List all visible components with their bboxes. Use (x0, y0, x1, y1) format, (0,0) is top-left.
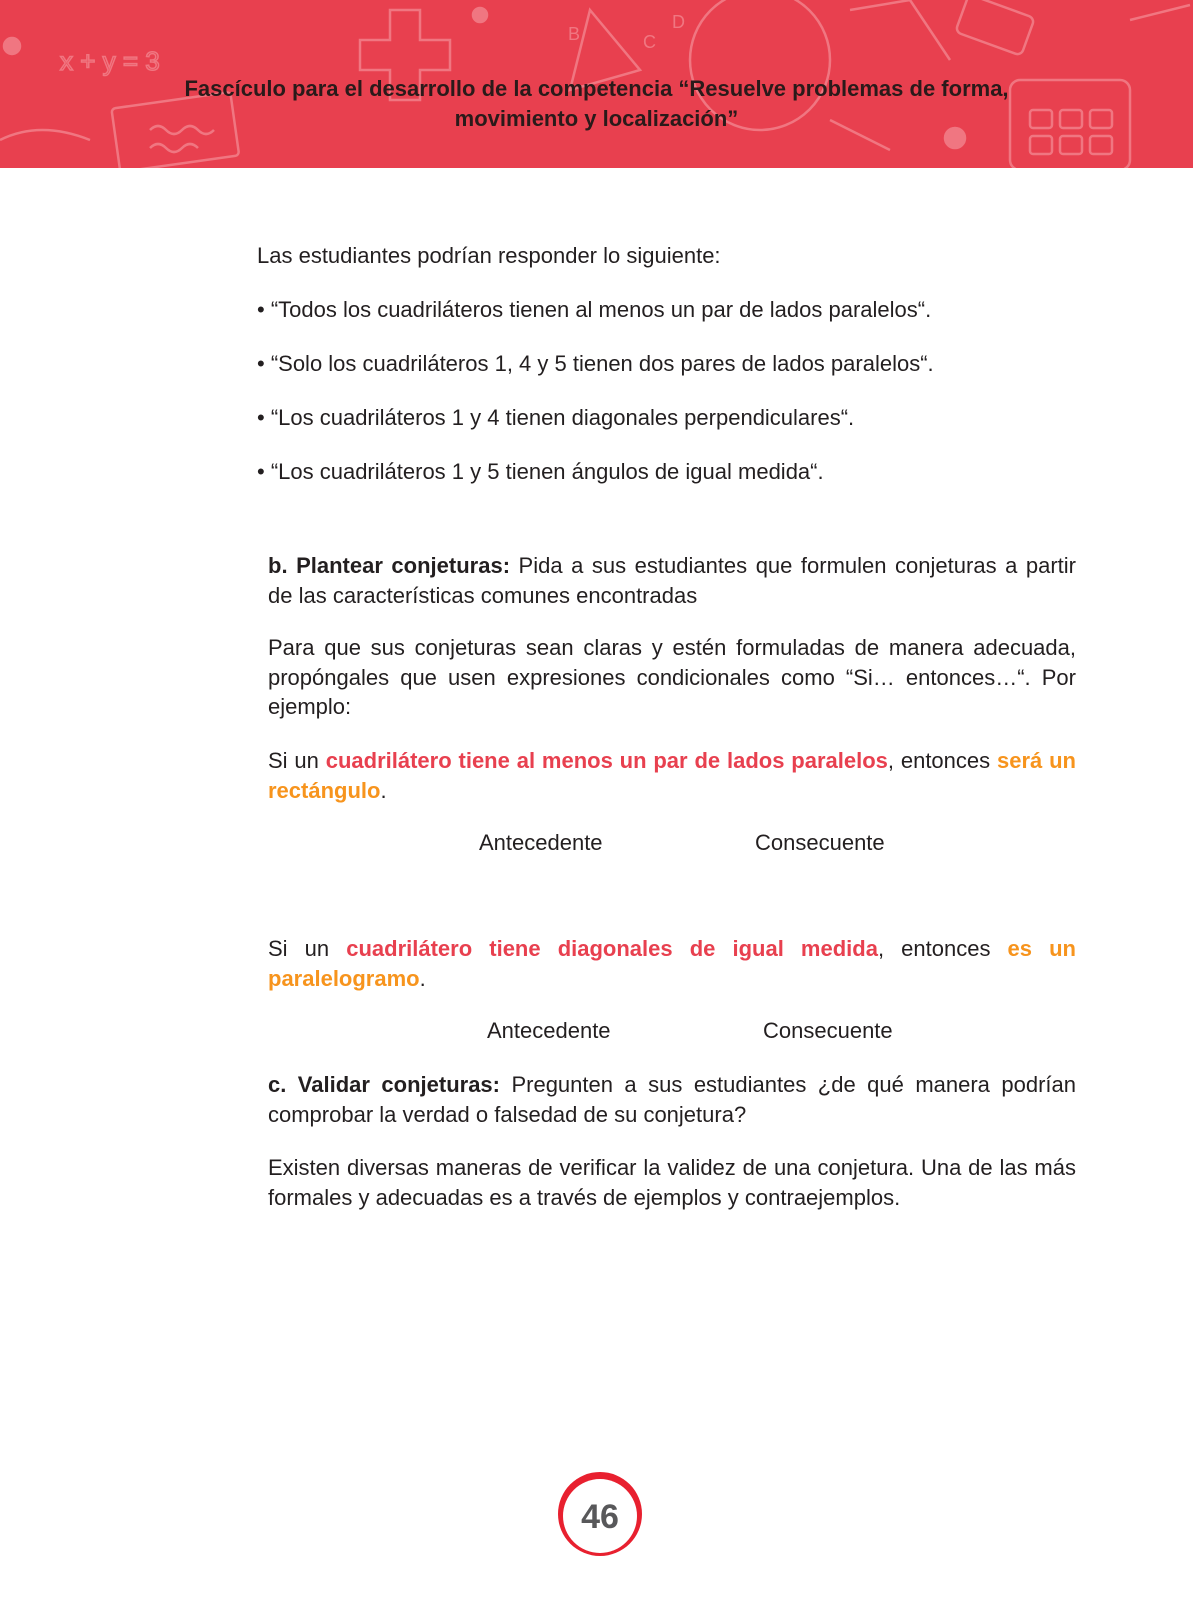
svg-text:D: D (672, 12, 685, 32)
section-c-heading: c. Validar conjeturas: (268, 1072, 500, 1097)
example-2-prefix: Si un (268, 936, 347, 961)
section-b-heading: b. Plantear conjeturas: (268, 553, 511, 578)
bullet-item-3: • “Los cuadriláteros 1 y 4 tienen diagonales perpendiculares“. (257, 405, 855, 430)
example-1-prefix: Si un (268, 748, 326, 773)
conjecture-example-2 (268, 934, 1076, 993)
page-number-circle-icon (556, 1470, 644, 1558)
page-number: 46 (581, 1498, 619, 1536)
page-number-badge (556, 1470, 644, 1558)
example-1-antecedent: cuadrilátero tiene al menos un par de lados paralelos (325, 748, 888, 773)
section-c-text: Pregunten a sus estudiantes ¿de qué manera podrían comprobar la verdad o falsedad de su conjetura? (268, 1072, 1076, 1127)
section-b-instructions: Para que sus conjeturas sean claras y estén formuladas de manera adecuada, propóngales que usen expresiones condicionales como “Si… entonces…“. Por ejemplo: (268, 635, 1076, 719)
conjecture-example-1 (268, 746, 1076, 805)
example-1-consequent: será un rectángulo (268, 748, 1076, 803)
bullet-item-4: • “Los cuadriláteros 1 y 5 tienen ángulos de igual medida“. (257, 459, 824, 484)
example-1-suffix: . (380, 777, 387, 803)
example-2-consequent: es un paralelogramo (268, 936, 1076, 991)
example-2-antecedent-label: Antecedente (487, 1018, 611, 1043)
section-b-text: Pida a sus estudiantes que formulen conjeturas a partir de las características comunes encontradas (268, 553, 1076, 608)
example-1-antecedent-label: Antecedente (479, 830, 603, 855)
header-title (0, 74, 1193, 134)
example-1-consequent-label: Consecuente (755, 830, 885, 855)
svg-text:x + y = 3: x + y = 3 (60, 46, 160, 76)
bullet-item-2: • “Solo los cuadriláteros 1, 4 y 5 tienen dos pares de lados paralelos“. (257, 351, 934, 376)
example-2-antecedent: cuadrilátero tiene diagonales de igual medida (346, 936, 878, 961)
page-header (0, 0, 1193, 168)
bullet-item-1: • “Todos los cuadriláteros tienen al menos un par de lados paralelos“. (257, 297, 932, 322)
section-c-paragraph (268, 1070, 1076, 1129)
svg-text:B: B (568, 24, 581, 44)
header-title-line-1: Fascículo para el desarrollo de la competencia “Resuelve problemas de forma, (184, 76, 1009, 101)
section-b-paragraph (268, 551, 1076, 610)
svg-text:C: C (643, 32, 656, 52)
example-2-middle: , entonces (877, 936, 1008, 961)
header-title-line-2: movimiento y localización” (454, 106, 739, 131)
example-2-suffix: . (419, 965, 426, 991)
example-1-middle: , entonces (887, 748, 997, 773)
intro-text: Las estudiantes podrían responder lo siguiente: (257, 243, 721, 268)
section-c-explanation: Existen diversas maneras de verificar la validez de una conjetura. Una de las más formales y adecuadas es a través de ejemplos y contraejemplos. (268, 1155, 1076, 1210)
example-2-consequent-label: Consecuente (763, 1018, 893, 1043)
